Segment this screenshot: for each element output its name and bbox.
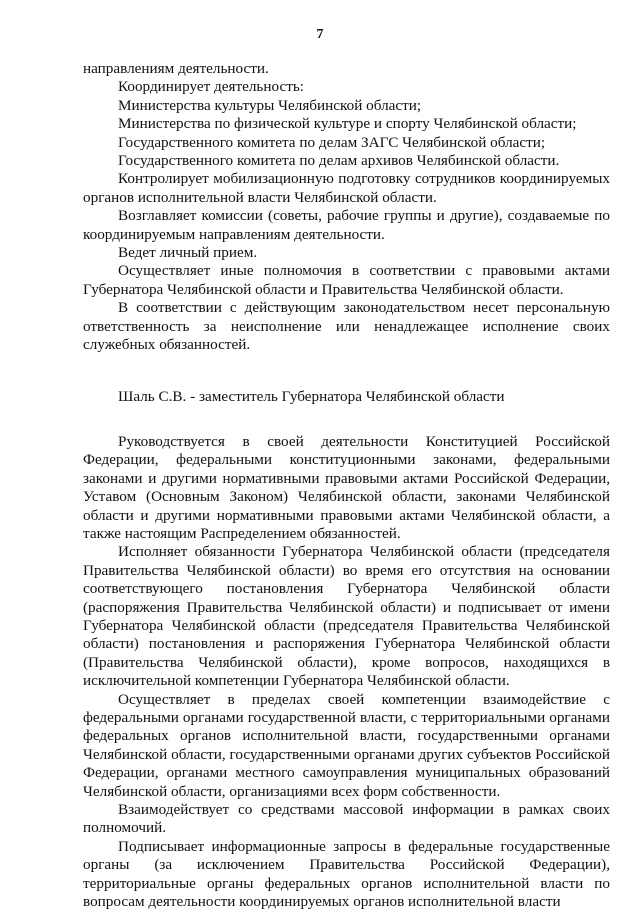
paragraph-media: Взаимодействует со средствами массовой информации в рамках своих полномочий. <box>83 801 610 837</box>
document-body <box>83 60 610 911</box>
paragraph-info-requests: Подписывает информационные запросы в федеральные государственные органы (за исключением Правительства Российской Федерации), территориальные органы федеральных органов исполнительной власти по вопросам деятельности координируемых органов исполнительной власти <box>83 837 610 911</box>
list-item-committee-archives: Государственного комитета по делам архивов Челябинской области. <box>118 152 560 170</box>
paragraph-mobilization: Контролирует мобилизационную подготовку сотрудников координируемых органов исполнительной власти Челябинской области. <box>83 170 610 206</box>
paragraph-responsibility: В соответствии с действующим законодательством несет персональную ответственность за неисполнение или ненадлежащее исполнение своих служебных обязанностей. <box>83 299 610 354</box>
spacer <box>83 406 610 433</box>
paragraph-commissions: Возглавляет комиссии (советы, рабочие группы и другие), создаваемые по координируемым направлениям деятельности. <box>83 207 610 243</box>
list-item-committee-zags: Государственного комитета по делам ЗАГС Челябинской области; <box>118 133 546 151</box>
list-item-ministry-sport: Министерства по физической культуре и спорту Челябинской области; <box>118 115 577 133</box>
paragraph-other-powers: Осуществляет иные полномочия в соответствии с правовыми актами Губернатора Челябинской области и Правительства Челябинской области. <box>83 262 610 298</box>
paragraph-personal-reception: Ведет личный прием. <box>118 244 258 262</box>
paragraph-acting-governor: Исполняет обязанности Губернатора Челябинской области (председателя Правительства Челябинской области) во время его отсутствия на основании соответствующего постановления Губернатора Челябинской области (распоряжения Правительства Челябинской области) и подписывает от имени Губернатора Челябинской области (председателя Правительства Челябинской области) постановления и распоряжения Губернатора Челябинской области (Правительства Челябинской области), кроме вопросов, находящихся в исключительной компетенции Губернатора Челябинской области. <box>83 543 610 690</box>
spacer <box>83 355 610 388</box>
paragraph-interaction: Осуществляет в пределах своей компетенции взаимодействие с федеральными органами государственной власти, с территориальными органами федеральных органов исполнительной власти, государственными органами Челябинской области, государственными органами других субъектов Российской Федерации, органами местного самоуправления муниципальных образований Челябинской области, организациями всех форм собственности. <box>83 690 610 800</box>
paragraph-guided-by: Руководствуется в своей деятельности Конституцией Российской Федерации, федеральными конституционными законами, федеральными законами и другими нормативными правовыми актами Российской Федерации, Уставом (Основным Законом) Челябинской области, законами Челябинской области и другими нормативными правовыми актами Челябинской области, а также настоящим Распределением обязанностей. <box>83 432 610 542</box>
list-item-ministry-culture: Министерства культуры Челябинской области; <box>118 96 422 114</box>
section-heading: Шаль С.В. - заместитель Губернатора Челябинской области <box>118 387 505 405</box>
paragraph-continuation: направлениям деятельности. <box>83 60 269 77</box>
paragraph-coordinates-intro: Координирует деятельность: <box>118 78 304 96</box>
page-number: 7 <box>316 27 324 42</box>
